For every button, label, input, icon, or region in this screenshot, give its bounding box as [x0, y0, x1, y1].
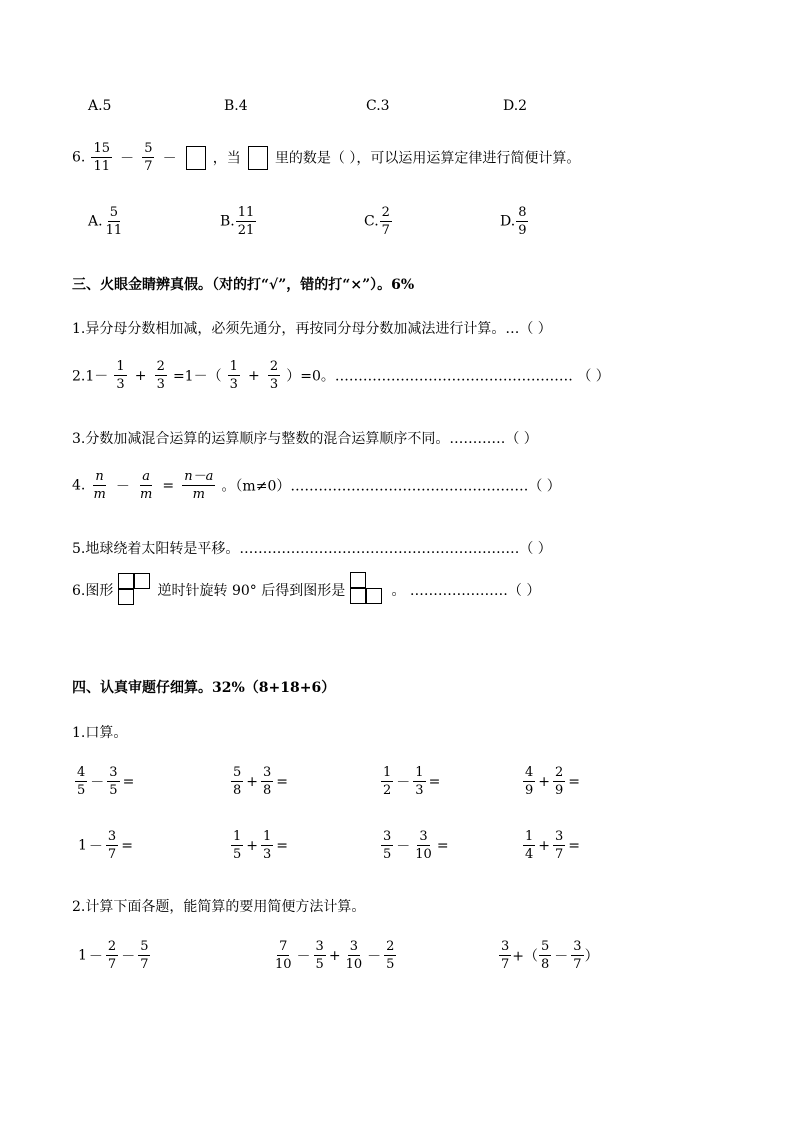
calc-expr-3: $\frac{3}{7}$ +（ $\frac{5}{8}$ － $\frac{3}{7}$ ） — [501, 939, 599, 972]
oral-calc-label: 1.口算。 — [72, 725, 128, 741]
q6-option-d: D. $\frac{8}{9}$ — [500, 205, 527, 238]
judge-item-3: 3.分数加减混合运算的运算顺序与整数的混合运算顺序不同。…………（ ） — [72, 431, 538, 447]
oral-expr: $\frac{4}{5}$ － $\frac{3}{5}$ = — [77, 765, 135, 798]
shape-rotated — [350, 572, 386, 608]
option-c: C.3 — [366, 98, 390, 114]
question-6: 6. $\frac{15}{11}$ － $\frac{5}{7}$ － ，当 里的数是（ ），可以运用运算定律进行简便计算。 — [72, 141, 581, 174]
fraction: $\frac{5}{7}$ — [144, 141, 153, 174]
judge-item-1: 1.异分母分数相加减，必须先通分，再按同分母分数加减法进行计算。…（ ） — [72, 321, 552, 337]
calc-label: 2.计算下面各题，能简算的要用简便方法计算。 — [72, 899, 366, 915]
calc-expr-2: $\frac{7}{10}$ － $\frac{3}{5}$ + $\frac{3}{10}$ － $\frac{2}{5}$ — [275, 939, 395, 972]
oral-expr: $\frac{5}{8}$ + $\frac{3}{8}$ = — [233, 765, 289, 798]
oral-expr: $\frac{1}{5}$ + $\frac{1}{3}$ = — [233, 829, 289, 862]
oral-expr: $\frac{1}{2}$ － $\frac{1}{3}$ = — [383, 765, 441, 798]
oral-expr: $\frac{3}{5}$ － $\frac{3}{10}$ = — [383, 829, 449, 862]
judge-item-6: 6.图形 逆时针旋转 90° 后得到图形是 。 …………………（ ） — [72, 572, 540, 608]
option-a: A.5 — [88, 98, 112, 114]
judge-item-4: 4. $\frac{n}{m}$ － $\frac{a}{m}$ = $\frac{n-a}{m}$ 。（m≠0）……………………………………………（ ） — [72, 469, 561, 502]
calc-expr-1: 1 － $\frac{2}{7}$ － $\frac{5}{7}$ — [78, 939, 149, 972]
option-b: B.4 — [224, 98, 248, 114]
q6-option-b: B. $\frac{11}{21}$ — [220, 205, 255, 238]
oral-expr: $\frac{1}{4}$ + $\frac{3}{7}$ = — [525, 829, 581, 862]
blank-box — [186, 146, 206, 170]
section-4-title: 四、认真审题仔细算。32%（8+18+6） — [72, 680, 336, 696]
section-3-title: 三、火眼金睛辨真假。（对的打“√”，错的打“×”）。6% — [72, 277, 415, 293]
option-d: D.2 — [503, 98, 528, 114]
blank-box — [248, 146, 268, 170]
q6-option-a: A. $\frac{5}{11}$ — [88, 205, 123, 238]
judge-item-5: 5.地球绕着太阳转是平移。……………………………………………………（ ） — [72, 541, 552, 557]
oral-expr: $\frac{4}{9}$ + $\frac{2}{9}$ = — [525, 765, 581, 798]
judge-item-2: 2.1－ $\frac{1}{3}$ + $\frac{2}{3}$ =1－（ $\frac{1}{3}$ + $\frac{2}{3}$ ）=0。…………………………………………… （ ） — [72, 359, 610, 392]
shape-original — [118, 573, 152, 607]
q6-option-c: C. $\frac{2}{7}$ — [364, 205, 390, 238]
oral-expr: 1 － $\frac{3}{7}$ = — [78, 829, 133, 862]
fraction: $\frac{15}{11}$ — [93, 141, 110, 174]
